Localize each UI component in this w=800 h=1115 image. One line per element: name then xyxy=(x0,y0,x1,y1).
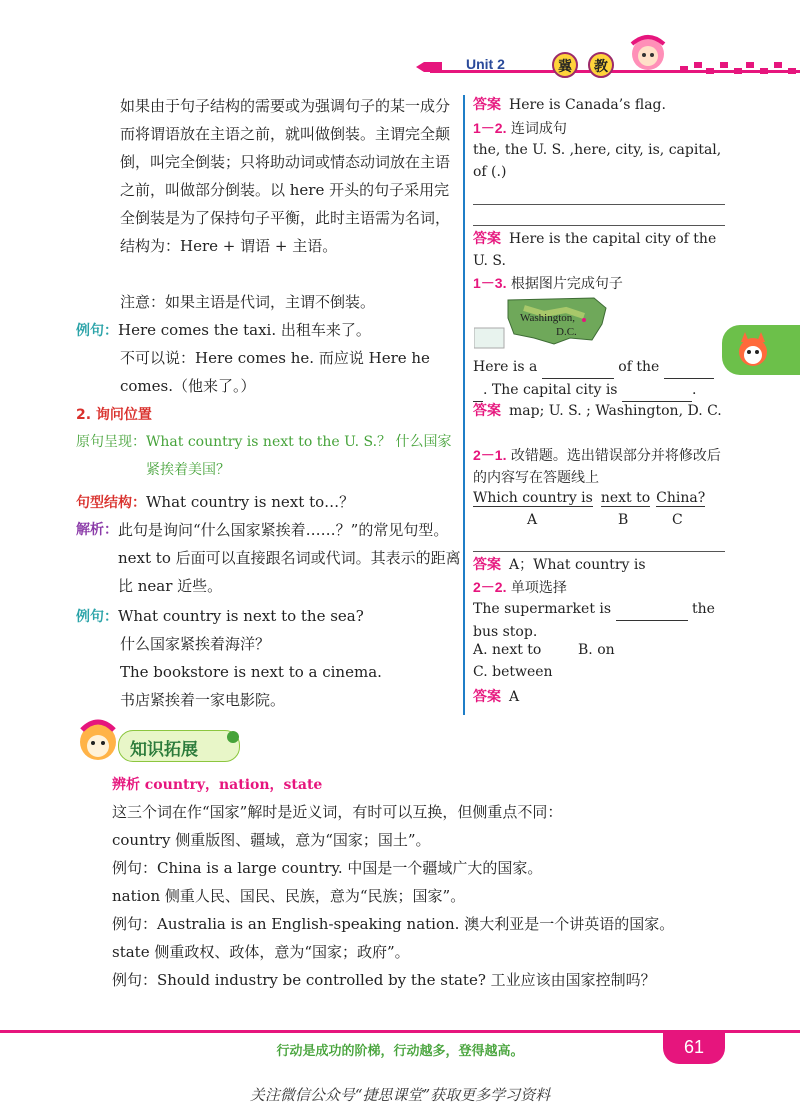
cartoon-girl-icon xyxy=(618,30,678,80)
example-cn-1: 什么国家紧挨着海洋？ xyxy=(120,635,271,653)
blank-line xyxy=(616,598,688,621)
leaf-icon xyxy=(224,728,242,746)
option-letter: B xyxy=(618,512,629,528)
example-sentence: Here comes the taxi. 出租车来了。 xyxy=(118,321,371,339)
analysis-heading xyxy=(112,770,712,799)
answer-2-1 xyxy=(473,554,725,576)
sentence-part: The supermarket is xyxy=(473,601,612,617)
q2-2-heading xyxy=(473,576,725,599)
example-label: 例句： xyxy=(76,323,118,339)
analysis-words: country，nation，state xyxy=(144,777,323,793)
example-label-2: 例句： xyxy=(76,609,118,625)
question-number: 2－2. xyxy=(473,579,507,595)
q1-2-text: the, the U. S. ,here, city, is, capital, of (.) xyxy=(473,142,722,180)
question-title: 根据图片完成句子 xyxy=(510,276,623,292)
sentence-part: . xyxy=(691,382,697,398)
unit-label: Unit 2 xyxy=(466,56,505,72)
original-sentence-block xyxy=(76,428,461,484)
sentence-part: the bus stop. xyxy=(473,601,715,640)
pencil-icon xyxy=(414,58,444,76)
structure-text: What country is next to…？ xyxy=(146,493,355,511)
analysis-block xyxy=(76,516,461,600)
textbook-badge-jiao: 教 xyxy=(588,52,614,78)
note-line: 注意：如果主语是代词，主谓不倒装。 xyxy=(120,293,376,311)
error-part-b: next to xyxy=(600,490,651,506)
fox-mascot-icon xyxy=(733,330,773,370)
example-cn-2: 书店紧挨着一家电影院。 xyxy=(120,691,286,709)
section-2-title xyxy=(76,400,461,429)
checker-decoration xyxy=(680,58,800,78)
answer-label: 答案 xyxy=(473,97,501,113)
option-letter: C xyxy=(672,512,683,528)
knowledge-line: state 侧重政权、政体，意为“国家；政府”。 xyxy=(112,943,410,961)
original-text: What country is next to the U. S.？ 什么国家紧挨着美国？ xyxy=(146,434,452,478)
inversion-paragraph: 如果由于句子结构的需要或为强调句子的某一成分而将谓语放在主语之前，就叫做倒装。主谓完全颠倒，叫完全倒装；只将助动词或情态动词放在主语之前，叫做部分倒装。以 here 开头的句子采用完全倒装是为了保持句子平衡，此时主语需为名词，结构为：Here + 谓语 + 主语。 xyxy=(120,97,451,255)
textbook-badge-ji: 冀 xyxy=(552,52,578,78)
question-title: 单项选择 xyxy=(510,580,567,596)
sentence-part: . The capital city is xyxy=(483,382,618,398)
error-part-c: China? xyxy=(656,490,706,506)
footer-motto: 行动是成功的阶梯，行动越多，登得越高。 xyxy=(276,1044,524,1059)
analysis-tag: 辨析 xyxy=(112,777,140,793)
knowledge-line: 例句：China is a large country. 中国是一个疆域广大的国家。 xyxy=(112,859,543,877)
option-a: A. next to xyxy=(473,642,542,658)
question-number: 1－2. xyxy=(473,120,507,136)
knowledge-title: 知识拓展 xyxy=(130,740,198,760)
example-en-1: What country is next to the sea? xyxy=(118,607,364,625)
answer-line xyxy=(473,551,725,552)
column-divider xyxy=(463,95,465,715)
error-part-a: Which country is xyxy=(473,490,593,506)
answer-1-3 xyxy=(473,400,725,422)
cartoon-mascot-icon xyxy=(72,716,122,768)
knowledge-line: country 侧重版图、疆域，意为“国家；国土”。 xyxy=(112,831,431,849)
structure-block xyxy=(76,488,461,517)
answer-label: 答案 xyxy=(473,403,501,419)
example-sentence-2: 不可以说：Here comes he. 而应说 Here he comes.（他来了。） xyxy=(120,349,430,395)
original-label: 原句呈现： xyxy=(76,434,146,450)
q2-1-heading xyxy=(473,444,725,489)
watermark-text: 关注微信公众号“捷思课堂”获取更多学习资料 xyxy=(249,1086,551,1104)
knowledge-line: 例句：Australia is an English-speaking nation. 澳大利亚是一个讲英语的国家。 xyxy=(112,915,675,933)
answer-2-2 xyxy=(473,686,725,708)
question-number: 2－1. xyxy=(473,447,507,463)
answer-text: A xyxy=(509,689,520,705)
example-en-2: The bookstore is next to a cinema. xyxy=(120,663,382,681)
map-label: D.C. xyxy=(556,326,577,338)
answer-line xyxy=(473,204,725,205)
map-label: Washington, xyxy=(520,312,576,324)
knowledge-line: 例句：Should industry be controlled by the state? 工业应该由国家控制吗？ xyxy=(112,971,656,989)
answer-text: Here is Canada’s flag. xyxy=(509,97,666,113)
knowledge-line: nation 侧重人民、国民、民族，意为“民族；国家”。 xyxy=(112,887,466,905)
answer-text: map; U. S. ; Washington, D. C. xyxy=(509,403,722,419)
blank-line xyxy=(473,379,483,402)
q1-2-heading xyxy=(473,117,725,140)
answer-text: Here is the capital city of the U. S. xyxy=(473,231,717,269)
question-title: 改错题。选出错误部分并将修改后的内容写在答题线上 xyxy=(473,448,721,486)
sentence-part: Here is a xyxy=(473,359,538,375)
analysis-label: 解析： xyxy=(76,522,118,538)
structure-label: 句型结构： xyxy=(76,495,146,511)
analysis-text: 此句是询问“什么国家紧挨着……？”的常见句型。next to 后面可以直接跟名词或代词。其表示的距离比 near 近些。 xyxy=(118,521,461,595)
answer-1-2 xyxy=(473,228,725,272)
option-b: B. on xyxy=(578,642,615,658)
section-title: 2. 询问位置 xyxy=(76,407,152,423)
answer-label: 答案 xyxy=(473,557,501,573)
answer-label: 答案 xyxy=(473,689,501,705)
option-c: C. between xyxy=(473,664,553,680)
knowledge-line: 这三个词在作“国家”解时是近义词，有时可以互换，但侧重点不同： xyxy=(112,803,563,821)
question-number: 1－3. xyxy=(473,275,507,291)
blank-line xyxy=(622,379,692,402)
sentence-part: of the xyxy=(618,359,660,375)
option-letter: A xyxy=(527,512,538,528)
q2-2-text xyxy=(473,598,725,643)
answer-line xyxy=(473,225,725,226)
q1-3-text xyxy=(473,356,725,402)
q1-3-heading xyxy=(473,272,725,295)
blank-line xyxy=(664,356,714,379)
example-block-2 xyxy=(76,602,461,631)
page-number: 61 xyxy=(663,1030,725,1064)
q2-1-sentence xyxy=(473,490,705,506)
question-title: 连词成句 xyxy=(510,121,567,137)
blank-line xyxy=(542,356,614,379)
answer-text: A；What country is xyxy=(509,557,646,573)
answer-0 xyxy=(473,94,725,116)
example-block-1 xyxy=(76,316,461,345)
answer-label: 答案 xyxy=(473,231,501,247)
